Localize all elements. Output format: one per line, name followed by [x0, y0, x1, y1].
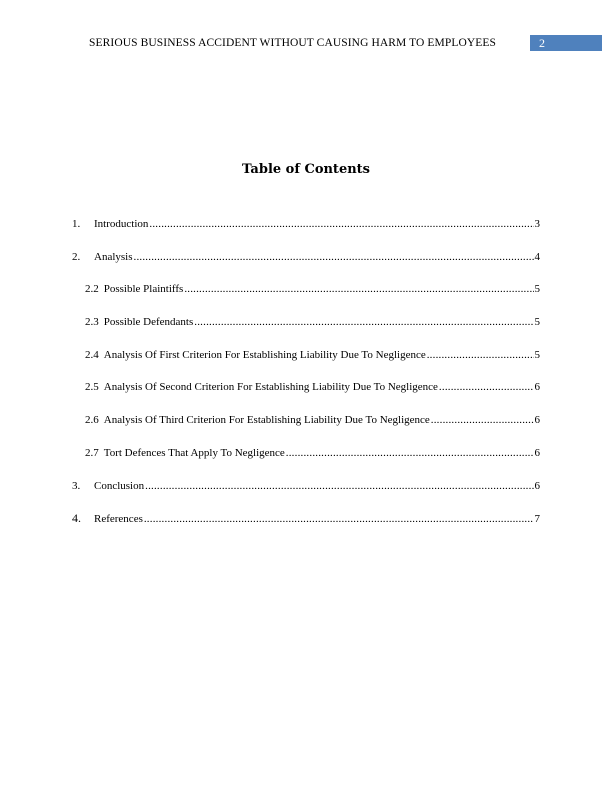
toc-entry-label: Analysis [94, 250, 133, 263]
toc-entry-references[interactable] [72, 510, 540, 543]
toc-dot-leader [145, 478, 533, 494]
toc-title: Table of Contents [242, 162, 370, 177]
toc-entry-page: 5 [534, 283, 540, 296]
toc-entry-page: 5 [534, 316, 540, 329]
toc-dot-leader [427, 347, 534, 363]
toc-entry-label: Possible Defendants [103, 316, 194, 329]
toc-dot-leader [134, 249, 534, 265]
toc-entry-third-criterion[interactable] [72, 412, 540, 445]
toc-dot-leader [194, 314, 533, 330]
toc-entry-page: 6 [534, 446, 540, 459]
toc-dot-leader [286, 445, 534, 461]
toc-entry-second-criterion[interactable] [72, 379, 540, 412]
toc-entry-page: 6 [534, 414, 540, 427]
toc-entry-number: 2.6 [85, 414, 99, 427]
toc-entry-page: 3 [534, 218, 540, 230]
toc-entry-number: 2.3 [85, 316, 99, 329]
toc-entry-label: Analysis Of First Criterion For Establishing Liability Due To Negligence [103, 348, 426, 361]
toc-dot-leader [184, 281, 533, 297]
toc-dot-leader [431, 412, 534, 428]
toc-dot-leader [149, 216, 533, 232]
toc-entry-possible-defendants[interactable] [72, 314, 540, 347]
toc-entry-number: 1. [72, 218, 81, 230]
toc-entry-page: 5 [534, 348, 540, 361]
toc-entry-number: 4. [72, 511, 81, 526]
toc-entry-page: 6 [534, 381, 540, 394]
table-of-contents [72, 216, 540, 543]
toc-dot-leader [439, 379, 534, 395]
toc-entry-label: Analysis Of Third Criterion For Establishing Liability Due To Negligence [103, 414, 430, 427]
toc-entry-number: 2.5 [85, 381, 99, 394]
toc-entry-label: References [94, 513, 143, 526]
toc-entry-page: 7 [534, 513, 540, 526]
toc-entry-possible-plaintiffs[interactable] [72, 281, 540, 314]
toc-entry-label: Tort Defences That Apply To Negligence [103, 446, 285, 459]
toc-entry-introduction[interactable] [72, 216, 540, 249]
toc-entry-number: 3. [72, 479, 81, 492]
toc-entry-page: 4 [534, 250, 540, 263]
toc-entry-number: 2. [72, 250, 81, 263]
toc-entry-number: 2.7 [85, 446, 99, 459]
toc-entry-label: Analysis Of Second Criterion For Establishing Liability Due To Negligence [103, 381, 438, 394]
toc-entry-conclusion[interactable] [72, 478, 540, 511]
toc-entry-analysis[interactable] [72, 249, 540, 282]
toc-dot-leader [144, 511, 534, 527]
toc-entry-number: 2.4 [85, 348, 99, 361]
toc-entry-first-criterion[interactable] [72, 347, 540, 380]
toc-entry-number: 2.2 [85, 283, 99, 296]
running-header: SERIOUS BUSINESS ACCIDENT WITHOUT CAUSING HARM TO EMPLOYEES [89, 37, 497, 49]
toc-entry-page: 6 [534, 479, 540, 492]
page-number-badge: 2 [530, 35, 602, 51]
toc-entry-label: Possible Plaintiffs [103, 283, 184, 296]
toc-entry-label: Conclusion [94, 479, 145, 492]
toc-entry-tort-defences[interactable] [72, 445, 540, 478]
toc-entry-label: Introduction [94, 218, 149, 230]
